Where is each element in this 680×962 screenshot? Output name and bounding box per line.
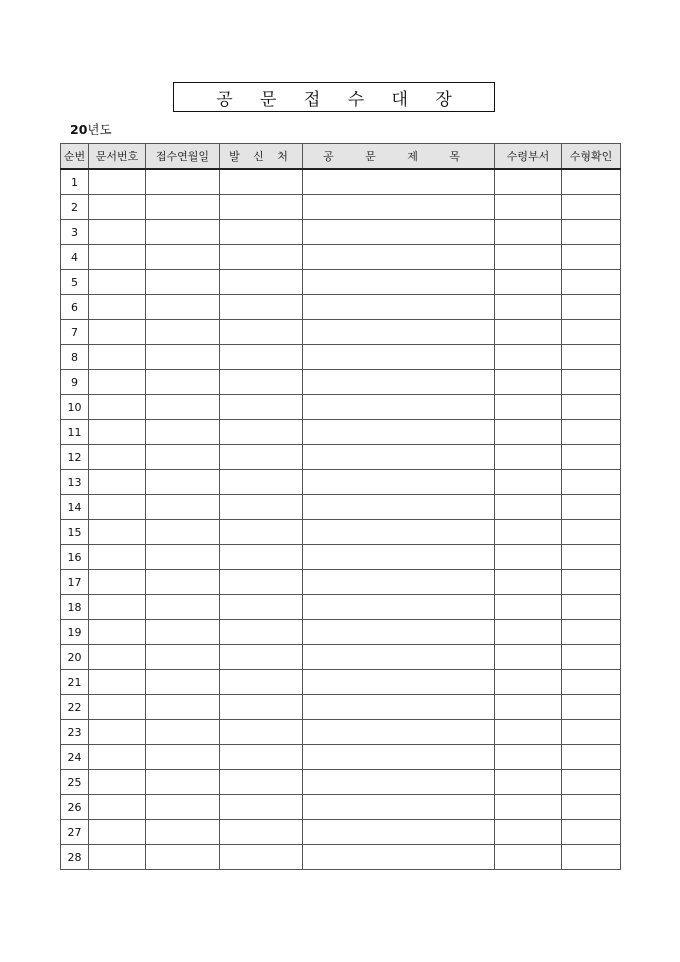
table-row [61, 820, 621, 845]
table-row [61, 795, 621, 820]
sender-cell[interactable] [220, 695, 303, 720]
receiving-dept-cell[interactable] [495, 570, 562, 595]
sender-cell[interactable] [220, 295, 303, 320]
subject-cell[interactable] [303, 195, 495, 220]
doc-number-cell[interactable] [89, 445, 146, 470]
receiving-dept-cell[interactable] [495, 370, 562, 395]
doc-number-cell[interactable] [89, 345, 146, 370]
sender-cell[interactable] [220, 470, 303, 495]
column-header-doc-number: 문서번호 [89, 144, 146, 170]
row-number-cell: 6 [61, 295, 89, 320]
receiving-dept-cell[interactable] [495, 220, 562, 245]
sender-cell[interactable] [220, 620, 303, 645]
receiving-dept-cell[interactable] [495, 670, 562, 695]
table-row [61, 570, 621, 595]
sender-cell[interactable] [220, 820, 303, 845]
doc-number-cell[interactable] [89, 470, 146, 495]
doc-number-cell[interactable] [89, 295, 146, 320]
receiving-dept-cell[interactable] [495, 520, 562, 545]
confirmation-cell[interactable] [562, 670, 621, 695]
subject-cell[interactable] [303, 545, 495, 570]
sender-cell[interactable] [220, 745, 303, 770]
table-row [61, 770, 621, 795]
sender-cell[interactable] [220, 220, 303, 245]
doc-number-cell[interactable] [89, 670, 146, 695]
document-title: 공 문 접 수 대 장 [216, 89, 463, 110]
sender-cell[interactable] [220, 545, 303, 570]
received-date-cell[interactable] [146, 495, 220, 520]
table-row [61, 345, 621, 370]
confirmation-cell[interactable] [562, 745, 621, 770]
column-header-confirmation: 수형확인 [562, 144, 621, 170]
subject-cell[interactable] [303, 445, 495, 470]
row-number-cell: 14 [61, 495, 89, 520]
doc-number-cell[interactable] [89, 745, 146, 770]
confirmation-cell[interactable] [562, 169, 621, 195]
column-header-sender: 발 신 처 [220, 144, 303, 170]
row-number-cell: 13 [61, 470, 89, 495]
ledger-body [61, 169, 621, 870]
receiving-dept-cell[interactable] [495, 395, 562, 420]
doc-number-cell[interactable] [89, 570, 146, 595]
subject-cell[interactable] [303, 595, 495, 620]
sender-cell[interactable] [220, 520, 303, 545]
subject-cell[interactable] [303, 245, 495, 270]
subject-cell[interactable] [303, 745, 495, 770]
doc-number-cell[interactable] [89, 420, 146, 445]
confirmation-cell[interactable] [562, 720, 621, 745]
confirmation-cell[interactable] [562, 695, 621, 720]
doc-number-cell[interactable] [89, 595, 146, 620]
confirmation-cell[interactable] [562, 220, 621, 245]
table-row [61, 595, 621, 620]
row-number-cell: 21 [61, 670, 89, 695]
row-number-cell: 16 [61, 545, 89, 570]
doc-number-cell[interactable] [89, 720, 146, 745]
doc-number-cell[interactable] [89, 645, 146, 670]
column-header-subject: 공 문 제 목 [303, 144, 495, 170]
received-date-cell[interactable] [146, 720, 220, 745]
confirmation-cell[interactable] [562, 845, 621, 870]
receiving-dept-cell[interactable] [495, 195, 562, 220]
row-number-cell: 8 [61, 345, 89, 370]
sender-cell[interactable] [220, 845, 303, 870]
row-number-cell: 10 [61, 395, 89, 420]
receiving-dept-cell[interactable] [495, 495, 562, 520]
row-number-cell: 15 [61, 520, 89, 545]
row-number-cell: 28 [61, 845, 89, 870]
confirmation-cell[interactable] [562, 520, 621, 545]
received-date-cell[interactable] [146, 570, 220, 595]
received-date-cell[interactable] [146, 770, 220, 795]
subject-cell[interactable] [303, 770, 495, 795]
row-number-cell: 7 [61, 320, 89, 345]
subject-cell[interactable] [303, 520, 495, 545]
table-row [61, 695, 621, 720]
received-date-cell[interactable] [146, 169, 220, 195]
receiving-dept-cell[interactable] [495, 695, 562, 720]
confirmation-cell[interactable] [562, 645, 621, 670]
received-date-cell[interactable] [146, 520, 220, 545]
received-date-cell[interactable] [146, 795, 220, 820]
table-row [61, 420, 621, 445]
subject-cell[interactable] [303, 370, 495, 395]
row-number-cell: 2 [61, 195, 89, 220]
receiving-dept-cell[interactable] [495, 620, 562, 645]
table-row [61, 320, 621, 345]
confirmation-cell[interactable] [562, 470, 621, 495]
row-number-cell: 9 [61, 370, 89, 395]
table-row [61, 169, 621, 195]
table-row [61, 445, 621, 470]
sender-cell[interactable] [220, 720, 303, 745]
row-number-cell: 24 [61, 745, 89, 770]
table-row [61, 220, 621, 245]
table-row [61, 495, 621, 520]
doc-number-cell[interactable] [89, 795, 146, 820]
receiving-dept-cell[interactable] [495, 595, 562, 620]
sender-cell[interactable] [220, 345, 303, 370]
received-date-cell[interactable] [146, 645, 220, 670]
table-row [61, 720, 621, 745]
confirmation-cell[interactable] [562, 195, 621, 220]
table-row [61, 745, 621, 770]
subject-cell[interactable] [303, 570, 495, 595]
received-date-cell[interactable] [146, 270, 220, 295]
confirmation-cell[interactable] [562, 570, 621, 595]
received-date-cell[interactable] [146, 470, 220, 495]
receiving-dept-cell[interactable] [495, 245, 562, 270]
table-row [61, 845, 621, 870]
doc-number-cell[interactable] [89, 695, 146, 720]
sender-cell[interactable] [220, 495, 303, 520]
receiving-dept-cell[interactable] [495, 169, 562, 195]
confirmation-cell[interactable] [562, 445, 621, 470]
table-row [61, 645, 621, 670]
sender-cell[interactable] [220, 420, 303, 445]
confirmation-cell[interactable] [562, 270, 621, 295]
sender-cell[interactable] [220, 169, 303, 195]
row-number-cell: 19 [61, 620, 89, 645]
subject-cell[interactable] [303, 345, 495, 370]
confirmation-cell[interactable] [562, 320, 621, 345]
confirmation-cell[interactable] [562, 295, 621, 320]
row-number-cell: 17 [61, 570, 89, 595]
doc-number-cell[interactable] [89, 220, 146, 245]
doc-number-cell[interactable] [89, 370, 146, 395]
subject-cell[interactable] [303, 645, 495, 670]
row-number-cell: 23 [61, 720, 89, 745]
year-label [70, 120, 112, 138]
sender-cell[interactable] [220, 645, 303, 670]
confirmation-cell[interactable] [562, 820, 621, 845]
doc-number-cell[interactable] [89, 195, 146, 220]
sender-cell[interactable] [220, 395, 303, 420]
row-number-cell: 27 [61, 820, 89, 845]
doc-number-cell[interactable] [89, 320, 146, 345]
row-number-cell: 1 [61, 169, 89, 195]
table-row [61, 195, 621, 220]
table-row [61, 470, 621, 495]
table-row [61, 620, 621, 645]
header-row [61, 144, 621, 170]
received-date-cell[interactable] [146, 670, 220, 695]
subject-cell[interactable] [303, 670, 495, 695]
receipt-ledger-table [60, 143, 621, 870]
receiving-dept-cell[interactable] [495, 545, 562, 570]
sender-cell[interactable] [220, 195, 303, 220]
subject-cell[interactable] [303, 295, 495, 320]
received-date-cell[interactable] [146, 395, 220, 420]
doc-number-cell[interactable] [89, 169, 146, 195]
receiving-dept-cell[interactable] [495, 645, 562, 670]
subject-cell[interactable] [303, 820, 495, 845]
table-row [61, 370, 621, 395]
confirmation-cell[interactable] [562, 245, 621, 270]
row-number-cell: 12 [61, 445, 89, 470]
doc-number-cell[interactable] [89, 770, 146, 795]
subject-cell[interactable] [303, 220, 495, 245]
table-row [61, 520, 621, 545]
subject-cell[interactable] [303, 320, 495, 345]
subject-cell[interactable] [303, 845, 495, 870]
received-date-cell[interactable] [146, 195, 220, 220]
received-date-cell[interactable] [146, 620, 220, 645]
received-date-cell[interactable] [146, 595, 220, 620]
subject-cell[interactable] [303, 720, 495, 745]
received-date-cell[interactable] [146, 320, 220, 345]
row-number-cell: 20 [61, 645, 89, 670]
receiving-dept-cell[interactable] [495, 445, 562, 470]
column-header-no: 순번 [61, 144, 89, 170]
doc-number-cell[interactable] [89, 820, 146, 845]
subject-cell[interactable] [303, 395, 495, 420]
table-row [61, 270, 621, 295]
subject-cell[interactable] [303, 620, 495, 645]
receiving-dept-cell[interactable] [495, 345, 562, 370]
doc-number-cell[interactable] [89, 395, 146, 420]
receiving-dept-cell[interactable] [495, 270, 562, 295]
sender-cell[interactable] [220, 320, 303, 345]
sender-cell[interactable] [220, 570, 303, 595]
receiving-dept-cell[interactable] [495, 295, 562, 320]
sender-cell[interactable] [220, 245, 303, 270]
received-date-cell[interactable] [146, 420, 220, 445]
subject-cell[interactable] [303, 420, 495, 445]
sender-cell[interactable] [220, 595, 303, 620]
table-row [61, 295, 621, 320]
receiving-dept-cell[interactable] [495, 795, 562, 820]
subject-cell[interactable] [303, 695, 495, 720]
received-date-cell[interactable] [146, 545, 220, 570]
doc-number-cell[interactable] [89, 245, 146, 270]
row-number-cell: 26 [61, 795, 89, 820]
received-date-cell[interactable] [146, 845, 220, 870]
receiving-dept-cell[interactable] [495, 770, 562, 795]
doc-number-cell[interactable] [89, 495, 146, 520]
confirmation-cell[interactable] [562, 395, 621, 420]
confirmation-cell[interactable] [562, 420, 621, 445]
sender-cell[interactable] [220, 270, 303, 295]
receiving-dept-cell[interactable] [495, 720, 562, 745]
row-number-cell: 4 [61, 245, 89, 270]
confirmation-cell[interactable] [562, 620, 621, 645]
doc-number-cell[interactable] [89, 620, 146, 645]
received-date-cell[interactable] [146, 695, 220, 720]
doc-number-cell[interactable] [89, 845, 146, 870]
subject-cell[interactable] [303, 795, 495, 820]
table-row [61, 670, 621, 695]
doc-number-cell[interactable] [89, 270, 146, 295]
row-number-cell: 3 [61, 220, 89, 245]
receiving-dept-cell[interactable] [495, 845, 562, 870]
subject-cell[interactable] [303, 470, 495, 495]
confirmation-cell[interactable] [562, 495, 621, 520]
confirmation-cell[interactable] [562, 370, 621, 395]
confirmation-cell[interactable] [562, 795, 621, 820]
sender-cell[interactable] [220, 795, 303, 820]
row-number-cell: 25 [61, 770, 89, 795]
received-date-cell[interactable] [146, 370, 220, 395]
row-number-cell: 22 [61, 695, 89, 720]
table-row [61, 545, 621, 570]
receiving-dept-cell[interactable] [495, 820, 562, 845]
received-date-cell[interactable] [146, 345, 220, 370]
received-date-cell[interactable] [146, 745, 220, 770]
sender-cell[interactable] [220, 770, 303, 795]
column-header-receiving-dept: 수령부서 [495, 144, 562, 170]
received-date-cell[interactable] [146, 445, 220, 470]
row-number-cell: 18 [61, 595, 89, 620]
row-number-cell: 11 [61, 420, 89, 445]
column-header-received-date: 접수연월일 [146, 144, 220, 170]
receiving-dept-cell[interactable] [495, 470, 562, 495]
subject-cell[interactable] [303, 270, 495, 295]
confirmation-cell[interactable] [562, 345, 621, 370]
received-date-cell[interactable] [146, 245, 220, 270]
received-date-cell[interactable] [146, 295, 220, 320]
doc-number-cell[interactable] [89, 545, 146, 570]
sender-cell[interactable] [220, 370, 303, 395]
table-row [61, 395, 621, 420]
sender-cell[interactable] [220, 670, 303, 695]
receiving-dept-cell[interactable] [495, 420, 562, 445]
year-number: 20 [70, 122, 88, 137]
received-date-cell[interactable] [146, 220, 220, 245]
received-date-cell[interactable] [146, 820, 220, 845]
confirmation-cell[interactable] [562, 595, 621, 620]
receiving-dept-cell[interactable] [495, 320, 562, 345]
confirmation-cell[interactable] [562, 770, 621, 795]
subject-cell[interactable] [303, 169, 495, 195]
receiving-dept-cell[interactable] [495, 745, 562, 770]
table-row [61, 245, 621, 270]
year-suffix: 년도 [87, 122, 112, 137]
confirmation-cell[interactable] [562, 545, 621, 570]
doc-number-cell[interactable] [89, 520, 146, 545]
document-title-box [173, 82, 495, 112]
sender-cell[interactable] [220, 445, 303, 470]
subject-cell[interactable] [303, 495, 495, 520]
row-number-cell: 5 [61, 270, 89, 295]
